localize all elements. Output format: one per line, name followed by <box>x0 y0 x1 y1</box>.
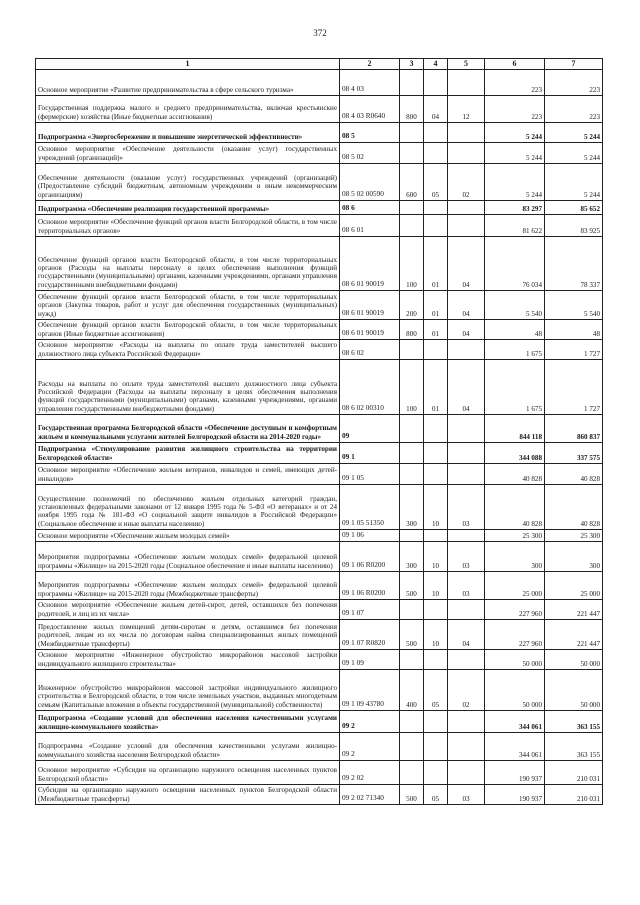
row-rz-cell <box>424 650 448 670</box>
row-pr-cell <box>448 650 485 670</box>
row-pr-cell: 04 <box>448 291 485 320</box>
row-rz-cell <box>424 123 448 143</box>
row-code-cell: 08 6 01 90019 <box>340 320 400 340</box>
row-name-cell: Мероприятия подпрограммы «Обеспечение жильем молодых семей» федеральной целевой программы «Жилище» на 2015-2020 годы (Социальное обеспечение и иные выплаты населению) <box>36 542 340 572</box>
table-row <box>36 530 603 542</box>
row-sum-2019-cell: 227 960 <box>485 600 545 620</box>
row-sum-2020-cell: 25 000 <box>545 572 603 600</box>
column-header: 3 <box>400 59 424 70</box>
row-sum-2020-cell: 40 828 <box>545 464 603 485</box>
row-vr-cell <box>400 70 424 96</box>
row-sum-2019-cell: 25 300 <box>485 530 545 542</box>
row-name-cell: Мероприятия подпрограммы «Обеспечение жильем молодых семей» федеральной целевой программы «Жилище» на 2015-2020 годы (Межбюджетные трансферты) <box>36 572 340 600</box>
row-rz-cell <box>424 600 448 620</box>
row-rz-cell: 01 <box>424 237 448 291</box>
row-code-cell: 08 6 01 90019 <box>340 237 400 291</box>
row-name-cell: Основное мероприятие «Развитие предпринимательства в сфере сельского туризма» <box>36 70 340 96</box>
row-name-cell: Основное мероприятие «Обеспечение жильем молодых семей» <box>36 530 340 542</box>
row-vr-cell: 800 <box>400 96 424 123</box>
row-pr-cell: 03 <box>448 785 485 805</box>
table-row <box>36 733 603 761</box>
row-vr-cell <box>400 530 424 542</box>
row-vr-cell: 800 <box>400 320 424 340</box>
row-vr-cell: 300 <box>400 485 424 530</box>
row-vr-cell <box>400 415 424 443</box>
row-pr-cell <box>448 215 485 237</box>
row-sum-2019-cell: 5 244 <box>485 123 545 143</box>
table-row <box>36 215 603 237</box>
row-rz-cell <box>424 70 448 96</box>
table-row <box>36 123 603 143</box>
row-pr-cell <box>448 123 485 143</box>
row-vr-cell <box>400 650 424 670</box>
row-vr-cell <box>400 464 424 485</box>
row-pr-cell <box>448 600 485 620</box>
row-rz-cell <box>424 530 448 542</box>
row-sum-2019-cell: 25 000 <box>485 572 545 600</box>
row-sum-2019-cell: 344 061 <box>485 711 545 733</box>
table-row <box>36 761 603 785</box>
row-name-cell: Инженерное обустройство микрорайонов массовой застройки индивидуального жилищного строительства в Белгородской области, в том числе земельных участков, выданных многодетным семьям (Капитальные вложения в объекты государственной (муниципальной) собственности) <box>36 670 340 711</box>
row-pr-cell <box>448 443 485 464</box>
table-row <box>36 360 603 415</box>
row-pr-cell <box>448 530 485 542</box>
row-sum-2020-cell: 5 540 <box>545 291 603 320</box>
row-vr-cell: 300 <box>400 542 424 572</box>
row-code-cell: 09 1 05 <box>340 464 400 485</box>
row-code-cell: 08 4 03 R0640 <box>340 96 400 123</box>
row-sum-2019-cell: 344 088 <box>485 443 545 464</box>
table-row <box>36 164 603 201</box>
table-row <box>36 542 603 572</box>
row-sum-2020-cell: 50 000 <box>545 670 603 711</box>
row-name-cell: Обеспечение деятельности (оказание услуг) государственных учреждений (организаций) (Предоставление субсидий бюджетным, автономным учреждениям и иным некоммерческим организациям) <box>36 164 340 201</box>
row-code-cell: 08 5 02 <box>340 143 400 164</box>
row-rz-cell <box>424 415 448 443</box>
row-sum-2019-cell: 223 <box>485 70 545 96</box>
row-pr-cell: 12 <box>448 96 485 123</box>
row-sum-2020-cell: 223 <box>545 70 603 96</box>
row-name-cell: Основное мероприятие «Субсидия на организацию наружного освещения населенных пунктов Белгородской области» <box>36 761 340 785</box>
row-pr-cell <box>448 415 485 443</box>
row-name-cell: Подпрограмма «Обеспечение реализации государственной программы» <box>36 201 340 215</box>
row-rz-cell: 10 <box>424 485 448 530</box>
row-sum-2019-cell: 5 244 <box>485 164 545 201</box>
row-sum-2019-cell: 40 828 <box>485 464 545 485</box>
table-row <box>36 70 603 96</box>
row-name-cell: Основное мероприятие «Инженерное обустройство микрорайонов массовой застройки индивидуального жилищного строительства» <box>36 650 340 670</box>
row-sum-2020-cell: 25 300 <box>545 530 603 542</box>
row-code-cell: 08 5 02 00590 <box>340 164 400 201</box>
row-vr-cell <box>400 201 424 215</box>
row-sum-2020-cell: 83 925 <box>545 215 603 237</box>
row-name-cell: Основное мероприятие «Расходы на выплаты по оплате труда заместителей высшего должностного лица субъекта Российской Федерации» <box>36 340 340 360</box>
row-vr-cell <box>400 143 424 164</box>
row-sum-2019-cell: 5 244 <box>485 143 545 164</box>
row-code-cell: 08 6 01 <box>340 215 400 237</box>
row-code-cell: 09 2 02 <box>340 761 400 785</box>
row-code-cell: 09 2 <box>340 711 400 733</box>
row-pr-cell: 04 <box>448 320 485 340</box>
row-pr-cell <box>448 733 485 761</box>
row-pr-cell: 04 <box>448 620 485 650</box>
table-row <box>36 785 603 805</box>
table-row <box>36 291 603 320</box>
row-pr-cell <box>448 761 485 785</box>
column-header: 2 <box>340 59 400 70</box>
row-sum-2020-cell: 5 244 <box>545 143 603 164</box>
row-vr-cell <box>400 711 424 733</box>
row-vr-cell: 500 <box>400 785 424 805</box>
row-sum-2020-cell: 48 <box>545 320 603 340</box>
row-sum-2020-cell: 363 155 <box>545 733 603 761</box>
row-sum-2019-cell: 81 622 <box>485 215 545 237</box>
page-number: 372 <box>313 28 327 38</box>
row-rz-cell: 05 <box>424 164 448 201</box>
table-row <box>36 485 603 530</box>
row-sum-2020-cell: 223 <box>545 96 603 123</box>
row-sum-2019-cell: 344 061 <box>485 733 545 761</box>
row-sum-2020-cell: 363 155 <box>545 711 603 733</box>
row-vr-cell <box>400 340 424 360</box>
row-pr-cell <box>448 201 485 215</box>
row-sum-2020-cell: 300 <box>545 542 603 572</box>
row-pr-cell: 03 <box>448 485 485 530</box>
row-sum-2019-cell: 227 960 <box>485 620 545 650</box>
table-row <box>36 711 603 733</box>
row-name-cell: Подпрограмма «Энергосбережение и повышение энергетической эффективности» <box>36 123 340 143</box>
row-rz-cell <box>424 143 448 164</box>
row-sum-2020-cell: 210 031 <box>545 761 603 785</box>
column-header: 6 <box>485 59 545 70</box>
row-sum-2020-cell: 860 837 <box>545 415 603 443</box>
row-pr-cell: 03 <box>448 572 485 600</box>
row-pr-cell: 02 <box>448 670 485 711</box>
column-header: 5 <box>448 59 485 70</box>
row-name-cell: Расходы на выплаты по оплате труда заместителей высшего должностного лица субъекта Российской Федерации (Расходы на выплаты персоналу в целях обеспечения выполнения функций государственными (муниципальными) органами, казенными учреждениями, органами управления государственными внебюджетными фондами) <box>36 360 340 415</box>
row-code-cell: 09 1 06 <box>340 530 400 542</box>
row-code-cell: 08 5 <box>340 123 400 143</box>
row-rz-cell: 10 <box>424 542 448 572</box>
row-vr-cell <box>400 123 424 143</box>
row-vr-cell: 500 <box>400 572 424 600</box>
row-sum-2020-cell: 78 337 <box>545 237 603 291</box>
row-sum-2020-cell: 50 000 <box>545 650 603 670</box>
row-name-cell: Государственная поддержка малого и среднего предпринимательства, включая крестьянские (фермерские) хозяйства (Иные бюджетные ассигнования) <box>36 96 340 123</box>
row-sum-2019-cell: 76 034 <box>485 237 545 291</box>
row-sum-2019-cell: 300 <box>485 542 545 572</box>
row-code-cell: 08 6 <box>340 201 400 215</box>
row-pr-cell: 02 <box>448 164 485 201</box>
row-code-cell: 08 6 02 00310 <box>340 360 400 415</box>
column-header: 4 <box>424 59 448 70</box>
table-row <box>36 670 603 711</box>
row-rz-cell: 01 <box>424 360 448 415</box>
table-row <box>36 600 603 620</box>
row-rz-cell: 01 <box>424 291 448 320</box>
row-rz-cell <box>424 215 448 237</box>
row-sum-2020-cell: 85 652 <box>545 201 603 215</box>
row-code-cell: 09 1 09 <box>340 650 400 670</box>
row-sum-2019-cell: 48 <box>485 320 545 340</box>
row-code-cell: 08 6 02 <box>340 340 400 360</box>
row-vr-cell: 200 <box>400 291 424 320</box>
row-sum-2020-cell: 5 244 <box>545 123 603 143</box>
row-pr-cell: 04 <box>448 237 485 291</box>
table-row <box>36 143 603 164</box>
row-rz-cell <box>424 201 448 215</box>
row-vr-cell: 100 <box>400 237 424 291</box>
table-row <box>36 320 603 340</box>
table-row <box>36 464 603 485</box>
table-row <box>36 415 603 443</box>
row-sum-2019-cell: 223 <box>485 96 545 123</box>
table-row <box>36 96 603 123</box>
row-code-cell: 09 2 02 71340 <box>340 785 400 805</box>
row-rz-cell: 01 <box>424 320 448 340</box>
row-sum-2020-cell: 40 828 <box>545 485 603 530</box>
row-name-cell: Подпрограмма «Стимулирование развития жилищного строительства на территории Белгородской области» <box>36 443 340 464</box>
table-row <box>36 443 603 464</box>
row-sum-2019-cell: 50 000 <box>485 650 545 670</box>
row-name-cell: Осуществление полномочий по обеспечению жильем отдельных категорий граждан, установленных федеральными законами от 12 января 1995 года № 5-ФЗ «О ветеранах» и от 24 ноября 1995 года № 181-ФЗ «О социальной защите инвалидов в Российской Федерации» (Социальное обеспечение и иные выплаты населению) <box>36 485 340 530</box>
row-rz-cell: 10 <box>424 572 448 600</box>
row-sum-2019-cell: 5 540 <box>485 291 545 320</box>
row-name-cell: Обеспечение функций органов власти Белгородской области, в том числе территориальных органов (Расходы на выплаты персоналу в целях обеспечения выполнения функций государственными (муниципальными) органами, казенными учреждениями, органами управления государственными внебюджетными фондами) <box>36 237 340 291</box>
row-pr-cell: 03 <box>448 542 485 572</box>
row-pr-cell <box>448 711 485 733</box>
table-row <box>36 572 603 600</box>
row-vr-cell <box>400 215 424 237</box>
row-code-cell: 09 1 07 <box>340 600 400 620</box>
row-pr-cell <box>448 70 485 96</box>
table-row <box>36 650 603 670</box>
row-code-cell: 09 1 06 R0200 <box>340 572 400 600</box>
row-code-cell: 09 1 05 51350 <box>340 485 400 530</box>
table-row <box>36 201 603 215</box>
table-row <box>36 340 603 360</box>
row-vr-cell: 400 <box>400 670 424 711</box>
row-name-cell: Основное мероприятие «Обеспечение деятельности (оказание услуг) государственных учреждений (организаций)» <box>36 143 340 164</box>
budget-table <box>35 58 603 805</box>
row-code-cell: 09 1 07 R0820 <box>340 620 400 650</box>
row-sum-2019-cell: 83 297 <box>485 201 545 215</box>
row-sum-2020-cell: 337 575 <box>545 443 603 464</box>
row-sum-2019-cell: 190 937 <box>485 785 545 805</box>
row-sum-2020-cell: 221 447 <box>545 620 603 650</box>
row-code-cell: 08 4 03 <box>340 70 400 96</box>
table-row <box>36 237 603 291</box>
row-rz-cell <box>424 711 448 733</box>
row-rz-cell: 05 <box>424 785 448 805</box>
row-sum-2019-cell: 1 675 <box>485 340 545 360</box>
row-pr-cell: 04 <box>448 360 485 415</box>
table-row <box>36 620 603 650</box>
row-code-cell: 09 2 <box>340 733 400 761</box>
row-sum-2019-cell: 50 000 <box>485 670 545 711</box>
row-rz-cell <box>424 733 448 761</box>
row-name-cell: Основное мероприятие «Обеспечение функций органов власти Белгородской области, в том числе территориальных органов» <box>36 215 340 237</box>
row-rz-cell <box>424 761 448 785</box>
row-sum-2020-cell: 1 727 <box>545 340 603 360</box>
row-name-cell: Предоставление жилых помещений детям-сиротам и детям, оставшимся без попечения родителей, лицам из их числа по договорам найма специализированных жилых помещений (Межбюджетные трансферты) <box>36 620 340 650</box>
row-vr-cell: 600 <box>400 164 424 201</box>
row-vr-cell: 100 <box>400 360 424 415</box>
row-name-cell: Субсидия на организацию наружного освещения населенных пунктов Белгородской области (Межбюджетные трансферты) <box>36 785 340 805</box>
row-code-cell: 09 1 09 43780 <box>340 670 400 711</box>
row-code-cell: 09 1 <box>340 443 400 464</box>
row-sum-2020-cell: 1 727 <box>545 360 603 415</box>
row-name-cell: Подпрограмма «Создание условий для обеспечения качественными услугами жилищно-коммунального хозяйства населения Белгородской области» <box>36 733 340 761</box>
row-rz-cell <box>424 464 448 485</box>
row-name-cell: Основное мероприятие «Обеспечение жильем ветеранов, инвалидов и семей, имеющих детей-инвалидов» <box>36 464 340 485</box>
row-rz-cell <box>424 340 448 360</box>
row-rz-cell: 10 <box>424 620 448 650</box>
row-name-cell: Обеспечение функций органов власти Белгородской области, в том числе территориальных органов (Закупка товаров, работ и услуг для обеспечения государственных (муниципальных) нужд) <box>36 291 340 320</box>
column-header: 7 <box>545 59 603 70</box>
row-vr-cell <box>400 600 424 620</box>
row-sum-2020-cell: 5 244 <box>545 164 603 201</box>
row-sum-2019-cell: 1 675 <box>485 360 545 415</box>
row-pr-cell <box>448 464 485 485</box>
column-header-row <box>36 59 603 70</box>
row-sum-2020-cell: 221 447 <box>545 600 603 620</box>
row-pr-cell <box>448 143 485 164</box>
column-header: 1 <box>36 59 340 70</box>
row-pr-cell <box>448 340 485 360</box>
row-vr-cell <box>400 761 424 785</box>
row-rz-cell: 05 <box>424 670 448 711</box>
row-sum-2019-cell: 844 118 <box>485 415 545 443</box>
row-sum-2019-cell: 40 828 <box>485 485 545 530</box>
row-sum-2020-cell: 210 031 <box>545 785 603 805</box>
row-vr-cell: 500 <box>400 620 424 650</box>
row-rz-cell <box>424 443 448 464</box>
row-code-cell: 09 <box>340 415 400 443</box>
row-name-cell: Основное мероприятие «Обеспечение жильем детей-сирот, детей, оставшихся без попечения родителей, и лиц из их числа» <box>36 600 340 620</box>
row-rz-cell: 04 <box>424 96 448 123</box>
row-name-cell: Подпрограмма «Создание условий для обеспечения населения качественными услугами жилищно-коммунального хозяйства» <box>36 711 340 733</box>
row-code-cell: 08 6 01 90019 <box>340 291 400 320</box>
row-code-cell: 09 1 06 R0200 <box>340 542 400 572</box>
row-name-cell: Обеспечение функций органов власти Белгородской области, в том числе территориальных органов (Иные бюджетные ассигнования) <box>36 320 340 340</box>
row-vr-cell <box>400 733 424 761</box>
row-sum-2019-cell: 190 937 <box>485 761 545 785</box>
row-name-cell: Государственная программа Белгородской области «Обеспечение доступным и комфортным жильем и коммунальными услугами жителей Белгородской области на 2014-2020 годы» <box>36 415 340 443</box>
row-vr-cell <box>400 443 424 464</box>
